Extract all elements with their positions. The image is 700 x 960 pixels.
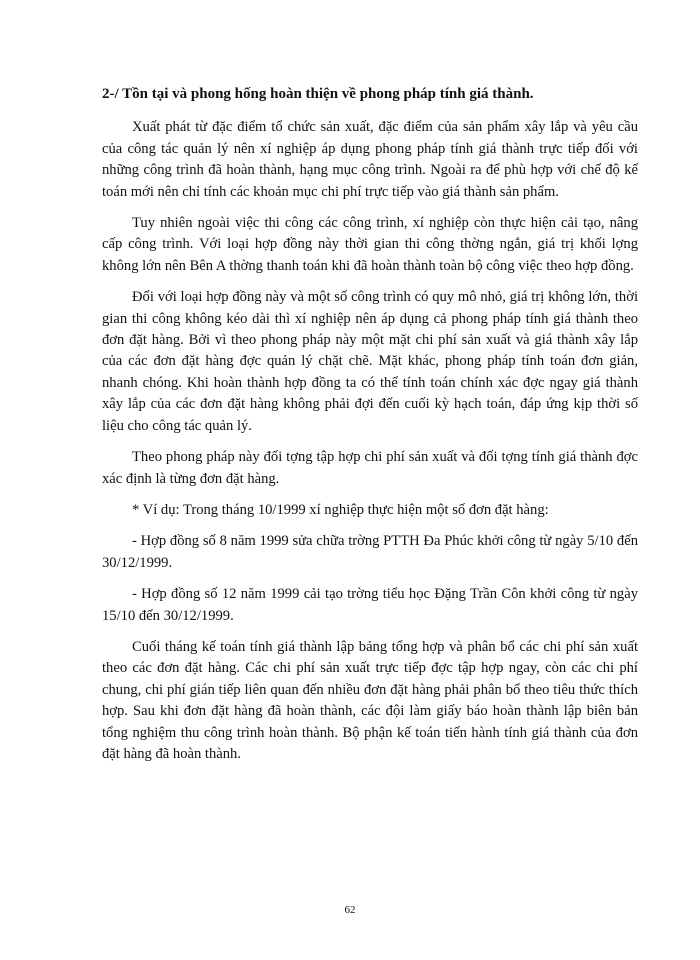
- paragraph-intro: Xuất phát từ đặc điểm tổ chức sản xuất, đặc điểm của sản phẩm xây lắp và yêu cầu của công tác quản lý nên xí nghiệp áp dụng phong pháp tính giá thành trực tiếp đối với những công trình đã hoàn thành, hạng mục công trình. Ngoài ra để phù hợp với chế độ kế toán mới nên chỉ tính các khoản mục chi phí trực tiếp vào giá thành sản phẩm.: [102, 119, 638, 200]
- paragraph-renovation-contracts: Tuy nhiên ngoài việc thi công các công trình, xí nghiệp còn thực hiện cải tạo, nâng cấp công trình. Với loại hợp đồng này thời gian thi công thờng ngắn, giá trị khối lợng không lớn nên Bên A thờng thanh toán khi đã hoàn thành toàn bộ công việc theo hợp đồng.: [102, 215, 638, 274]
- page-number: 62: [344, 904, 356, 916]
- paragraph-order-method: Đối với loại hợp đồng này và một số công trình có quy mô nhỏ, giá trị không lớn, thời gian thi công không kéo dài thì xí nghiệp nên áp dụng cả phong pháp tính giá thành theo đơn đặt hàng. Bởi vì theo phong pháp này một mặt chi phí sản xuất và giá thành xây lắp của các đơn đặt hàng đợc quản lý chặt chẽ. Mặt khác, phong pháp tính toán đơn giản, nhanh chóng. Khi hoàn thành hợp đồng ta có thể tính toán chính xác đợc ngay giá thành xây lắp của các đơn đặt hàng không phải đợi đến cuối kỳ hạch toán, đáp ứng kịp thời số liệu cho công tác quản lý.: [102, 289, 638, 434]
- section-heading: 2-/ Tồn tại và phong hống hoàn thiện về phong pháp tính giá thành.: [102, 86, 534, 102]
- paragraph-example: * Ví dụ: Trong tháng 10/1999 xí nghiệp thực hiện một số đơn đặt hàng:: [132, 501, 549, 518]
- document-body: [102, 84, 638, 775]
- paragraph-contract-12: - Hợp đồng số 12 năm 1999 cải tạo trờng tiểu học Đặng Trần Côn khởi công từ ngày 15/10 đến 30/12/1999.: [102, 586, 638, 624]
- paragraph-cost-object: Theo phong pháp này đối tợng tập hợp chi phí sản xuất và đối tợng tính giá thành đợc xác định là từng đơn đặt hàng.: [102, 449, 638, 487]
- paragraph-contract-8: - Hợp đồng số 8 năm 1999 sửa chữa trờng PTTH Đa Phúc khởi công từ ngày 5/10 đến 30/12/1999.: [102, 533, 638, 571]
- paragraph-month-end: Cuối tháng kế toán tính giá thành lập bảng tổng hợp và phân bổ các chi phí sản xuất theo các đơn đặt hàng. Các chi phí sản xuất trực tiếp đợc tập hợp ngay, còn các chi phí chung, chi phí gián tiếp liên quan đến nhiều đơn đặt hàng phải phân bổ theo tiêu thức thích hợp. Sau khi đơn đặt hàng đã hoàn thành, các đội làm giấy báo hoàn thành lập biên bản tổng nghiệm thu công trình hoàn thành. Bộ phận kế toán tiến hành tính giá thành của đơn đặt hàng đã hoàn thành.: [102, 638, 638, 762]
